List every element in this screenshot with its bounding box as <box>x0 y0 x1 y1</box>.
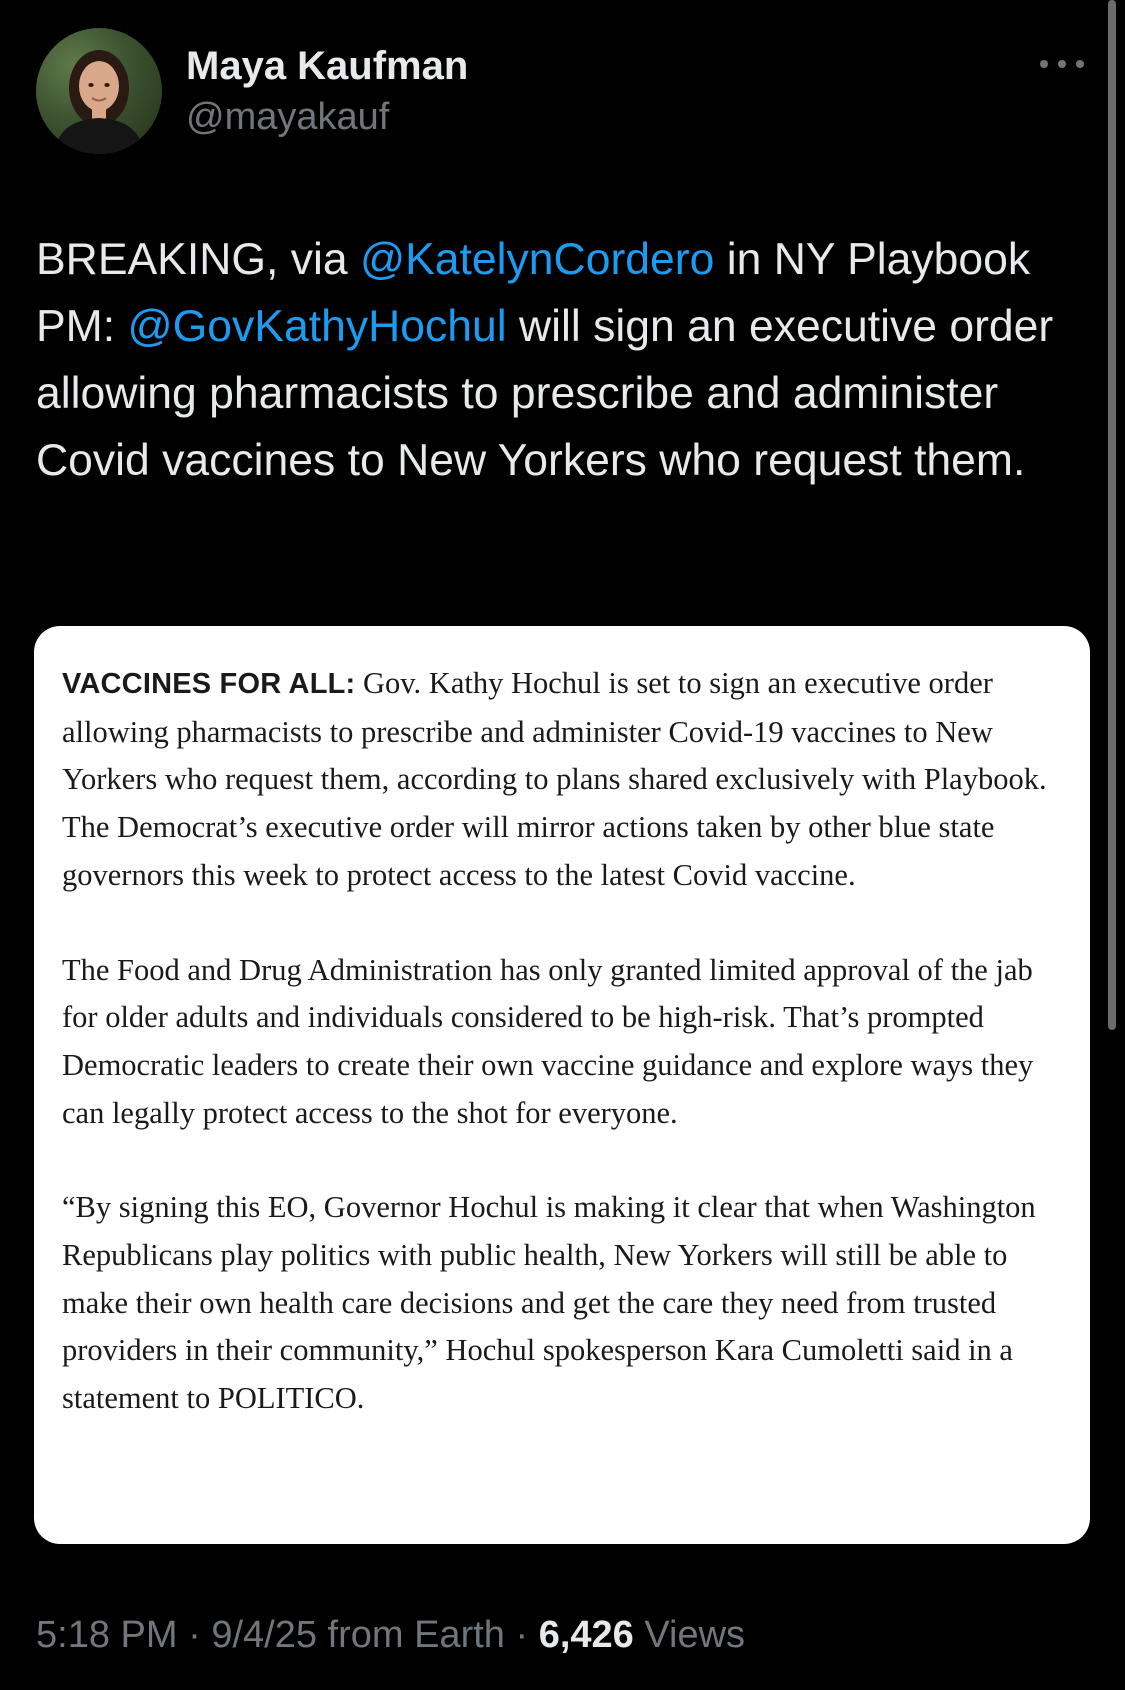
views-count: 6,426 <box>538 1614 634 1656</box>
views-label: Views <box>644 1614 746 1656</box>
more-horizontal-icon[interactable] <box>1040 52 1084 76</box>
more-dot <box>1040 60 1048 68</box>
tweet-source: from Earth <box>327 1614 505 1656</box>
meta-separator: · <box>504 1614 539 1656</box>
mention-link-govkathyhochul[interactable]: @GovKathyHochul <box>127 302 507 351</box>
tweet-text-segment: will sign an executive order allowing pharmacists to prescribe and administer Covid vaccines to New Yorkers who request them. <box>36 302 1054 485</box>
card-paragraph-2: The Food and Drug Administration has only granted limited approval of the jab for older adults and individuals considered to be high-risk. That’s prompted Democratic leaders to create their own vaccine guidance and explore ways they can legally protect access to the shot for everyone. <box>62 952 1034 1130</box>
card-lead-label: VACCINES FOR ALL: <box>62 668 356 700</box>
more-dot <box>1058 60 1066 68</box>
more-dot <box>1076 60 1084 68</box>
tweet-text <box>36 226 1096 494</box>
avatar-portrait-icon <box>36 28 162 154</box>
card-paragraph-3: “By signing this EO, Governor Hochul is making it clear that when Washington Republicans play politics with public health, New Yorkers will still be able to make their own health care decisions and get the care they need from trusted providers in their community,” Hochul spokesperson Kara Cumoletti said in a statement to POLITICO. <box>62 1190 1036 1416</box>
tweet-time[interactable]: 5:18 PM <box>36 1614 178 1656</box>
card-paragraph-1 <box>62 660 1054 900</box>
scrollbar[interactable] <box>1108 0 1116 1030</box>
tweet-meta <box>36 1614 745 1657</box>
tweet-text-segment: in NY Playbook PM: <box>36 235 1031 351</box>
tweet-date[interactable]: 9/4/25 <box>211 1614 317 1656</box>
tweet-text-segment: BREAKING, via <box>36 235 360 284</box>
meta-separator: · <box>177 1614 212 1656</box>
card-paragraph-1-text: Gov. Kathy Hochul is set to sign an executive order allowing pharmacists to prescribe and administer Covid-19 vaccines to New Yorkers who request them, according to plans shared exclusively with Playbook. The Democrat’s executive order will mirror actions taken by other blue state governors this week to protect access to the latest Covid vaccine. <box>62 666 1047 892</box>
author-handle[interactable]: @mayakauf <box>186 96 390 138</box>
attached-image-card[interactable] <box>34 626 1090 1544</box>
avatar[interactable] <box>36 28 162 154</box>
author-name[interactable]: Maya Kaufman <box>186 44 469 88</box>
mention-link-katelyncordero[interactable]: @KatelynCordero <box>359 235 715 284</box>
